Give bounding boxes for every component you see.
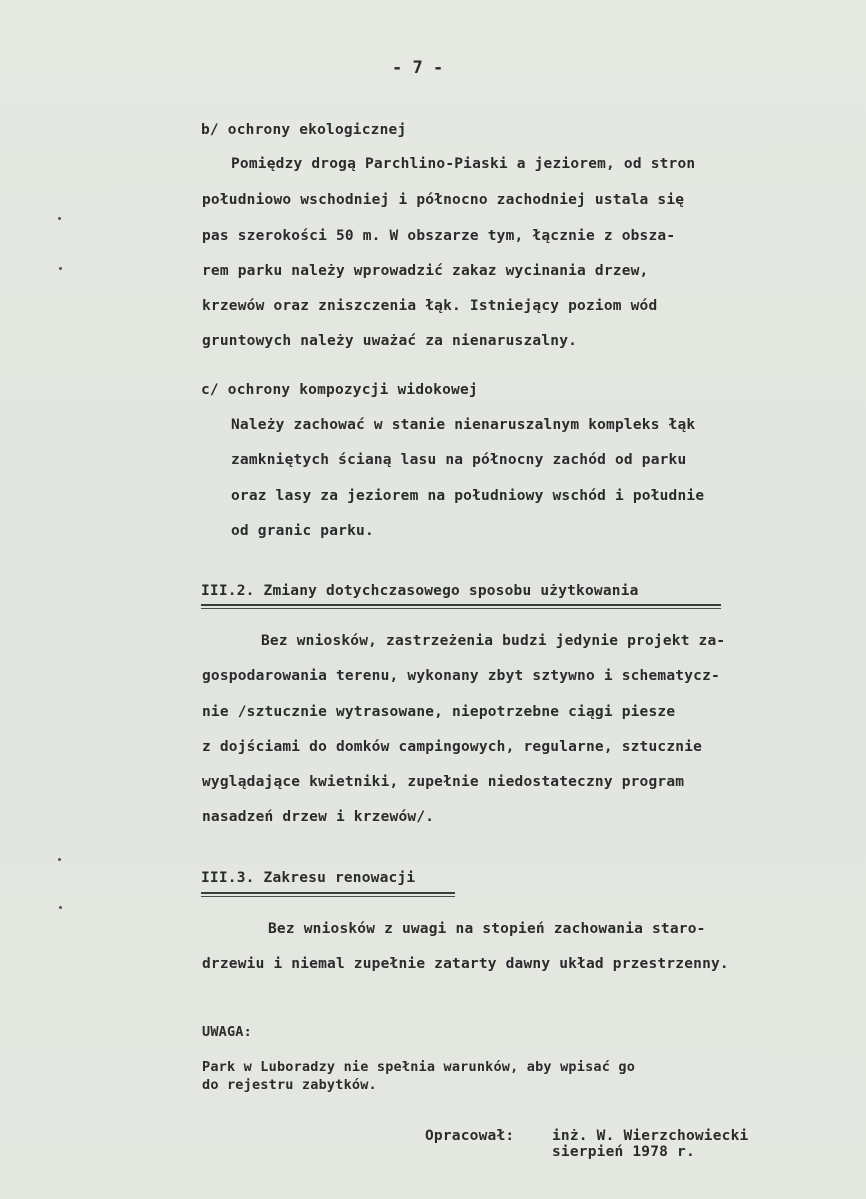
- margin-mark: [58, 217, 61, 220]
- section-b-line: pas szerokości 50 m. W obszarze tym, łącznie z obsza-: [202, 228, 676, 244]
- margin-mark: [58, 858, 61, 861]
- section-c-line: od granic parku.: [231, 523, 374, 539]
- page-number: - 7 -: [392, 58, 444, 78]
- note-line: do rejestru zabytków.: [202, 1077, 377, 1093]
- signature-date: sierpień 1978 r.: [552, 1144, 695, 1160]
- section-III2-line: gospodarowania terenu, wykonany zbyt sztywno i schematycz-: [202, 668, 720, 684]
- section-III3-underline-secondary: [201, 896, 455, 897]
- section-c-heading: c/ ochrony kompozycji widokowej: [201, 382, 478, 398]
- section-III3-heading: III.3. Zakresu renowacji: [201, 870, 416, 886]
- section-III2-line: nasadzeń drzew i krzewów/.: [202, 809, 435, 825]
- section-III2-underline-secondary: [201, 608, 721, 609]
- note-line: Park w Luboradzy nie spełnia warunków, aby wpisać go: [202, 1059, 636, 1075]
- margin-mark: [59, 906, 62, 909]
- margin-mark: [59, 267, 62, 270]
- section-III2-line: z dojściami do domków campingowych, regularne, sztucznie: [202, 739, 703, 755]
- section-c-line: zamkniętych ścianą lasu na północny zachód od parku: [231, 452, 687, 468]
- section-c-line: oraz lasy za jeziorem na południowy wschód i południe: [231, 488, 705, 504]
- section-III2-line: Bez wniosków, zastrzeżenia budzi jedynie projekt za-: [261, 633, 726, 649]
- section-b-line: południowo wschodniej i północno zachodniej ustala się: [202, 192, 685, 208]
- section-b-line: Pomiędzy drogą Parchlino-Piaski a jeziorem, od stron: [231, 156, 696, 172]
- section-III2-underline: [201, 604, 721, 606]
- section-III3-line: drzewiu i niemal zupełnie zatarty dawny układ przestrzenny.: [202, 956, 729, 972]
- signature-label: Opracował:: [425, 1128, 515, 1144]
- section-c-line: Należy zachować w stanie nienaruszalnym kompleks łąk: [231, 417, 696, 433]
- note-label: UWAGA:: [202, 1024, 252, 1040]
- section-III2-heading: III.2. Zmiany dotychczasowego sposobu użytkowania: [201, 583, 639, 599]
- section-III3-underline: [201, 892, 455, 894]
- section-b-heading: b/ ochrony ekologicznej: [201, 122, 407, 138]
- section-b-line: rem parku należy wprowadzić zakaz wycinania drzew,: [202, 263, 649, 279]
- section-III2-line: wyglądające kwietniki, zupełnie niedostateczny program: [202, 774, 685, 790]
- signature-name: inż. W. Wierzchowiecki: [552, 1128, 749, 1144]
- section-III2-line: nie /sztucznie wytrasowane, niepotrzebne ciągi piesze: [202, 704, 676, 720]
- section-b-line: gruntowych należy uważać za nienaruszalny.: [202, 333, 578, 349]
- section-III3-line: Bez wniosków z uwagi na stopień zachowania staro-: [268, 921, 706, 937]
- section-b-line: krzewów oraz zniszczenia łąk. Istniejący poziom wód: [202, 298, 658, 314]
